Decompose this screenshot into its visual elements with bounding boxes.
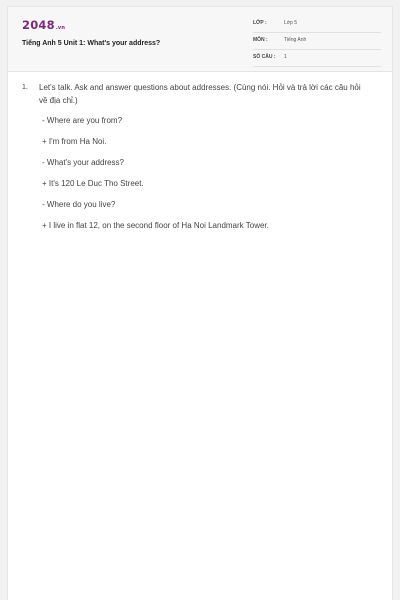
- dialogue-line: - What's your address?: [42, 158, 125, 167]
- question-item: [22, 81, 378, 107]
- logo-text: 2048: [22, 18, 55, 32]
- dialogue-line: - Where are you from?: [42, 116, 123, 125]
- meta-row-class: [253, 17, 381, 33]
- dialogue-line: + I live in flat 12, on the second floor of Ha Noi Landmark Tower.: [42, 221, 269, 230]
- meta-label-class: LỚP :: [253, 20, 267, 26]
- meta-value-class: Lớp 5: [284, 20, 298, 26]
- question-number: 1.: [22, 84, 28, 91]
- dialogue-line: - Where do you live?: [42, 200, 116, 209]
- dialogue-lines: [22, 114, 378, 232]
- worksheet-header: [8, 7, 392, 72]
- meta-label-subject: MÔN :: [253, 37, 268, 43]
- meta-row-subject: [253, 34, 381, 50]
- dialogue-line: + It's 120 Le Duc Tho Street.: [42, 179, 144, 188]
- question-prompt: Let's talk. Ask and answer questions about addresses. (Cùng nói. Hỏi và trả lời các câu hỏi về địa chỉ.): [39, 83, 361, 105]
- worksheet-page: [7, 6, 393, 600]
- meta-row-question-count: [253, 51, 381, 67]
- meta-value-subject: Tiếng Anh: [284, 37, 307, 43]
- dialogue-line: + I'm from Ha Noi.: [42, 137, 107, 146]
- question-content: [22, 81, 378, 240]
- site-logo[interactable]: [22, 18, 65, 32]
- document-title: Tiếng Anh 5 Unit 1: What's your address?: [22, 40, 161, 47]
- meta-label-question-count: SỐ CÂU :: [253, 54, 276, 60]
- meta-value-question-count: 1: [284, 54, 287, 60]
- logo-suffix: .vn: [55, 25, 66, 31]
- meta-info-block: [253, 17, 381, 68]
